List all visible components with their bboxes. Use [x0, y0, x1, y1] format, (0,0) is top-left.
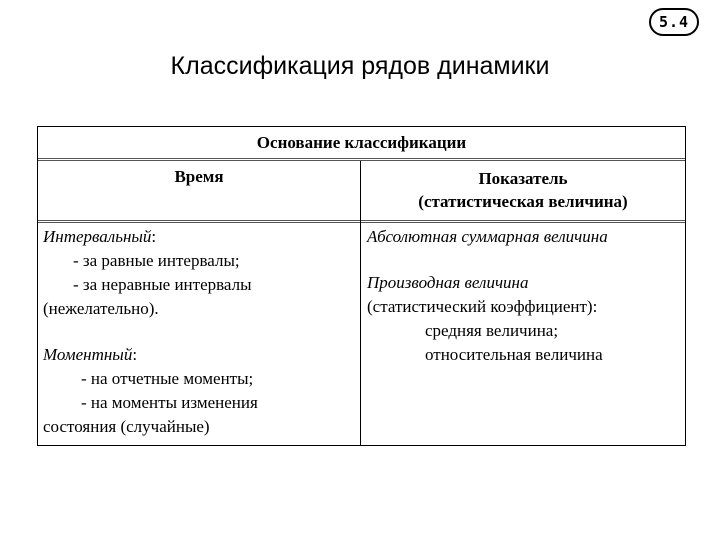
derived-title: Производная величина: [367, 273, 529, 292]
derived-item-1: средняя величина;: [425, 321, 559, 340]
interval-colon: :: [151, 227, 157, 246]
interval-item-1: - за равные интервалы;: [73, 251, 240, 270]
interval-item-2: - за неравные интервалы: [73, 275, 252, 294]
classification-table: [37, 126, 686, 446]
time-cell: [43, 225, 355, 439]
page-title: Классификация рядов динамики: [170, 52, 550, 80]
column-title-indicator-line1: Показатель: [478, 169, 568, 188]
moment-item-2-cont: состояния (случайные): [43, 417, 210, 436]
absolute-value: Абсолютная суммарная величина: [367, 227, 608, 246]
interval-title: Интервальный: [43, 227, 152, 246]
moment-item-1: - на отчетные моменты;: [81, 369, 254, 388]
column-title-time: Время: [174, 167, 224, 186]
indicator-cell: [367, 225, 685, 367]
interval-item-2-cont: (нежелательно).: [43, 299, 159, 318]
moment-heading: [43, 343, 355, 367]
interval-heading: [43, 225, 355, 249]
derived-item-2: относительная величина: [425, 345, 603, 364]
column-divider: [360, 161, 361, 446]
slide-number-badge: 5.4: [649, 8, 699, 36]
derived-subtitle: (статистический коэффициент):: [367, 297, 598, 316]
table-header: Основание классификации: [38, 127, 685, 161]
column-title-indicator-line2: (статистическая величина): [418, 192, 628, 211]
moment-item-2: - на моменты изменения: [81, 393, 258, 412]
moment-colon: :: [132, 345, 138, 364]
subheader-divider: [38, 220, 685, 223]
column-title-indicator: [361, 167, 685, 213]
moment-title: Моментный: [43, 345, 133, 364]
